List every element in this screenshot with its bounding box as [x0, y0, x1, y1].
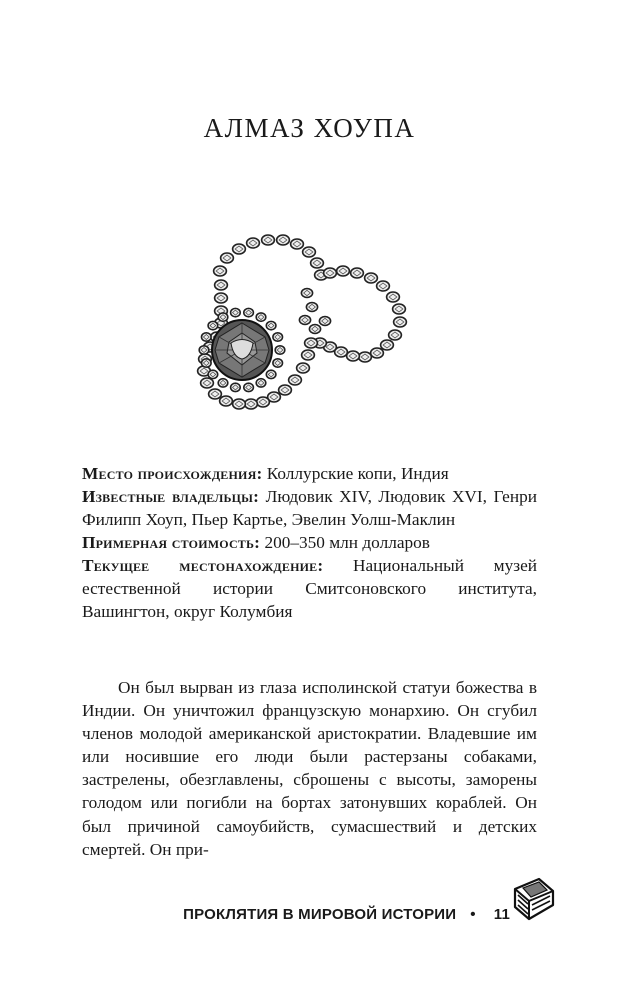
cost-row	[82, 531, 537, 554]
necklace-stone	[347, 351, 360, 361]
necklace-stone	[233, 244, 246, 254]
necklace-stone	[351, 268, 364, 278]
necklace-stone	[262, 235, 275, 245]
location-row	[82, 554, 537, 623]
info-block	[82, 462, 537, 623]
necklace-stone	[359, 352, 372, 362]
necklace-stone	[289, 375, 302, 385]
necklace-stone	[214, 266, 227, 276]
necklace-stone	[389, 330, 402, 340]
origin-row	[82, 462, 537, 485]
cost-label: Примерная стоимость:	[82, 533, 261, 552]
necklace-stone	[221, 253, 234, 263]
necklace-stone	[365, 273, 378, 283]
necklace-stone	[394, 317, 407, 327]
necklace-stone	[297, 363, 310, 373]
owners-row	[82, 485, 537, 531]
necklace-stone	[371, 348, 384, 358]
necklace-stone	[201, 378, 214, 388]
necklace-stone	[277, 235, 290, 245]
location-label: Текущее местонахождение:	[82, 556, 324, 575]
necklace-stone	[233, 399, 246, 409]
spellbook-logo-icon	[509, 875, 557, 923]
necklace-stone	[387, 292, 400, 302]
necklace-stone	[381, 340, 394, 350]
necklace-stone	[324, 268, 337, 278]
page-footer	[0, 906, 510, 923]
necklace-stone	[393, 304, 406, 314]
necklace-stone	[303, 247, 316, 257]
necklace-stone	[257, 397, 270, 407]
hope-diamond-necklace-illustration	[195, 225, 420, 430]
necklace-stone	[209, 389, 222, 399]
footer-separator: •	[470, 906, 476, 923]
necklace-stone	[215, 280, 228, 290]
cost-value: 200–350 млн долларов	[264, 533, 430, 552]
page-title: АЛМАЗ ХОУПА	[203, 113, 416, 143]
running-title: ПРОКЛЯТИЯ В МИРОВОЙ ИСТОРИИ	[183, 906, 457, 923]
necklace-stone	[305, 338, 318, 348]
necklace-stone	[291, 239, 304, 249]
necklace-stone	[302, 350, 315, 360]
necklace-stone	[377, 281, 390, 291]
necklace-stone	[337, 266, 350, 276]
necklace-stone	[220, 396, 233, 406]
location-value: Национальный музей естественной истории Смитсоновского института, Вашингтон, округ Колумбия	[82, 556, 537, 621]
necklace-stone	[245, 399, 258, 409]
pendant	[199, 308, 285, 391]
necklace-stone	[279, 385, 292, 395]
owners-label: Известные владельцы:	[82, 487, 260, 506]
origin-value: Коллурские копи, Индия	[266, 464, 449, 483]
page-number: 11	[493, 906, 510, 923]
necklace-stone	[311, 258, 324, 268]
necklace-stone	[215, 293, 228, 303]
body-paragraph: Он был вырван из глаза исполинской статуи божества в Индии. Он уничтожил французскую монархию. Он сгубил членов молодой американской аристократии. Владевшие им или носившие его люди были растерзаны собаками, застрелены, обезглавлены, сброшены с высоты, заморены голодом или погибли на бортах затонувших кораблей. Он был причиной самоубийств, сумасшествий и детских смертей. Он при-	[82, 678, 537, 859]
origin-label: Место происхождения:	[82, 464, 263, 483]
owners-value: Людовик XIV, Людовик XVI, Генри Филипп Хоуп, Пьер Картье, Эвелин Уолш-Маклин	[82, 487, 537, 529]
necklace-stone	[247, 238, 260, 248]
